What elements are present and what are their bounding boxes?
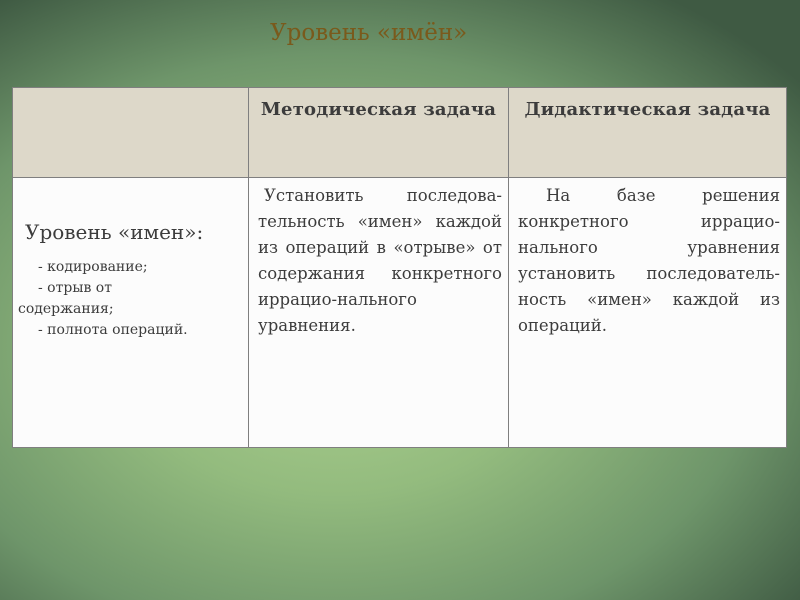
header-didactic-task: Дидактическая задача: [509, 88, 787, 178]
comparison-table: [12, 87, 787, 448]
header-empty-cell: [13, 88, 249, 178]
didactic-task-text: На базе решения конкретного иррацио-нального уравнения установить последователь-ность «имен» каждой из операций.: [518, 186, 780, 335]
level-cell: [13, 178, 249, 448]
didactic-task-cell: [509, 178, 787, 448]
slide-title: Уровень «имён»: [270, 20, 468, 46]
list-item: содержания;: [18, 301, 114, 317]
table-header-row: [13, 88, 787, 178]
list-item: - полнота операций.: [38, 322, 188, 338]
table-row: [13, 178, 787, 448]
level-title: Уровень «имен»:: [25, 220, 204, 244]
list-item: - кодирование;: [38, 259, 148, 275]
level-items-list: [18, 257, 188, 341]
header-methodical-task: Методическая задача: [249, 88, 509, 178]
methodical-task-cell: [249, 178, 509, 448]
list-item: - отрыв от: [38, 280, 112, 296]
methodical-task-text: Установить последова-тельность «имен» каждой из операций в «отрыве» от содержания конкретного иррацио-нального уравнения.: [258, 186, 502, 335]
